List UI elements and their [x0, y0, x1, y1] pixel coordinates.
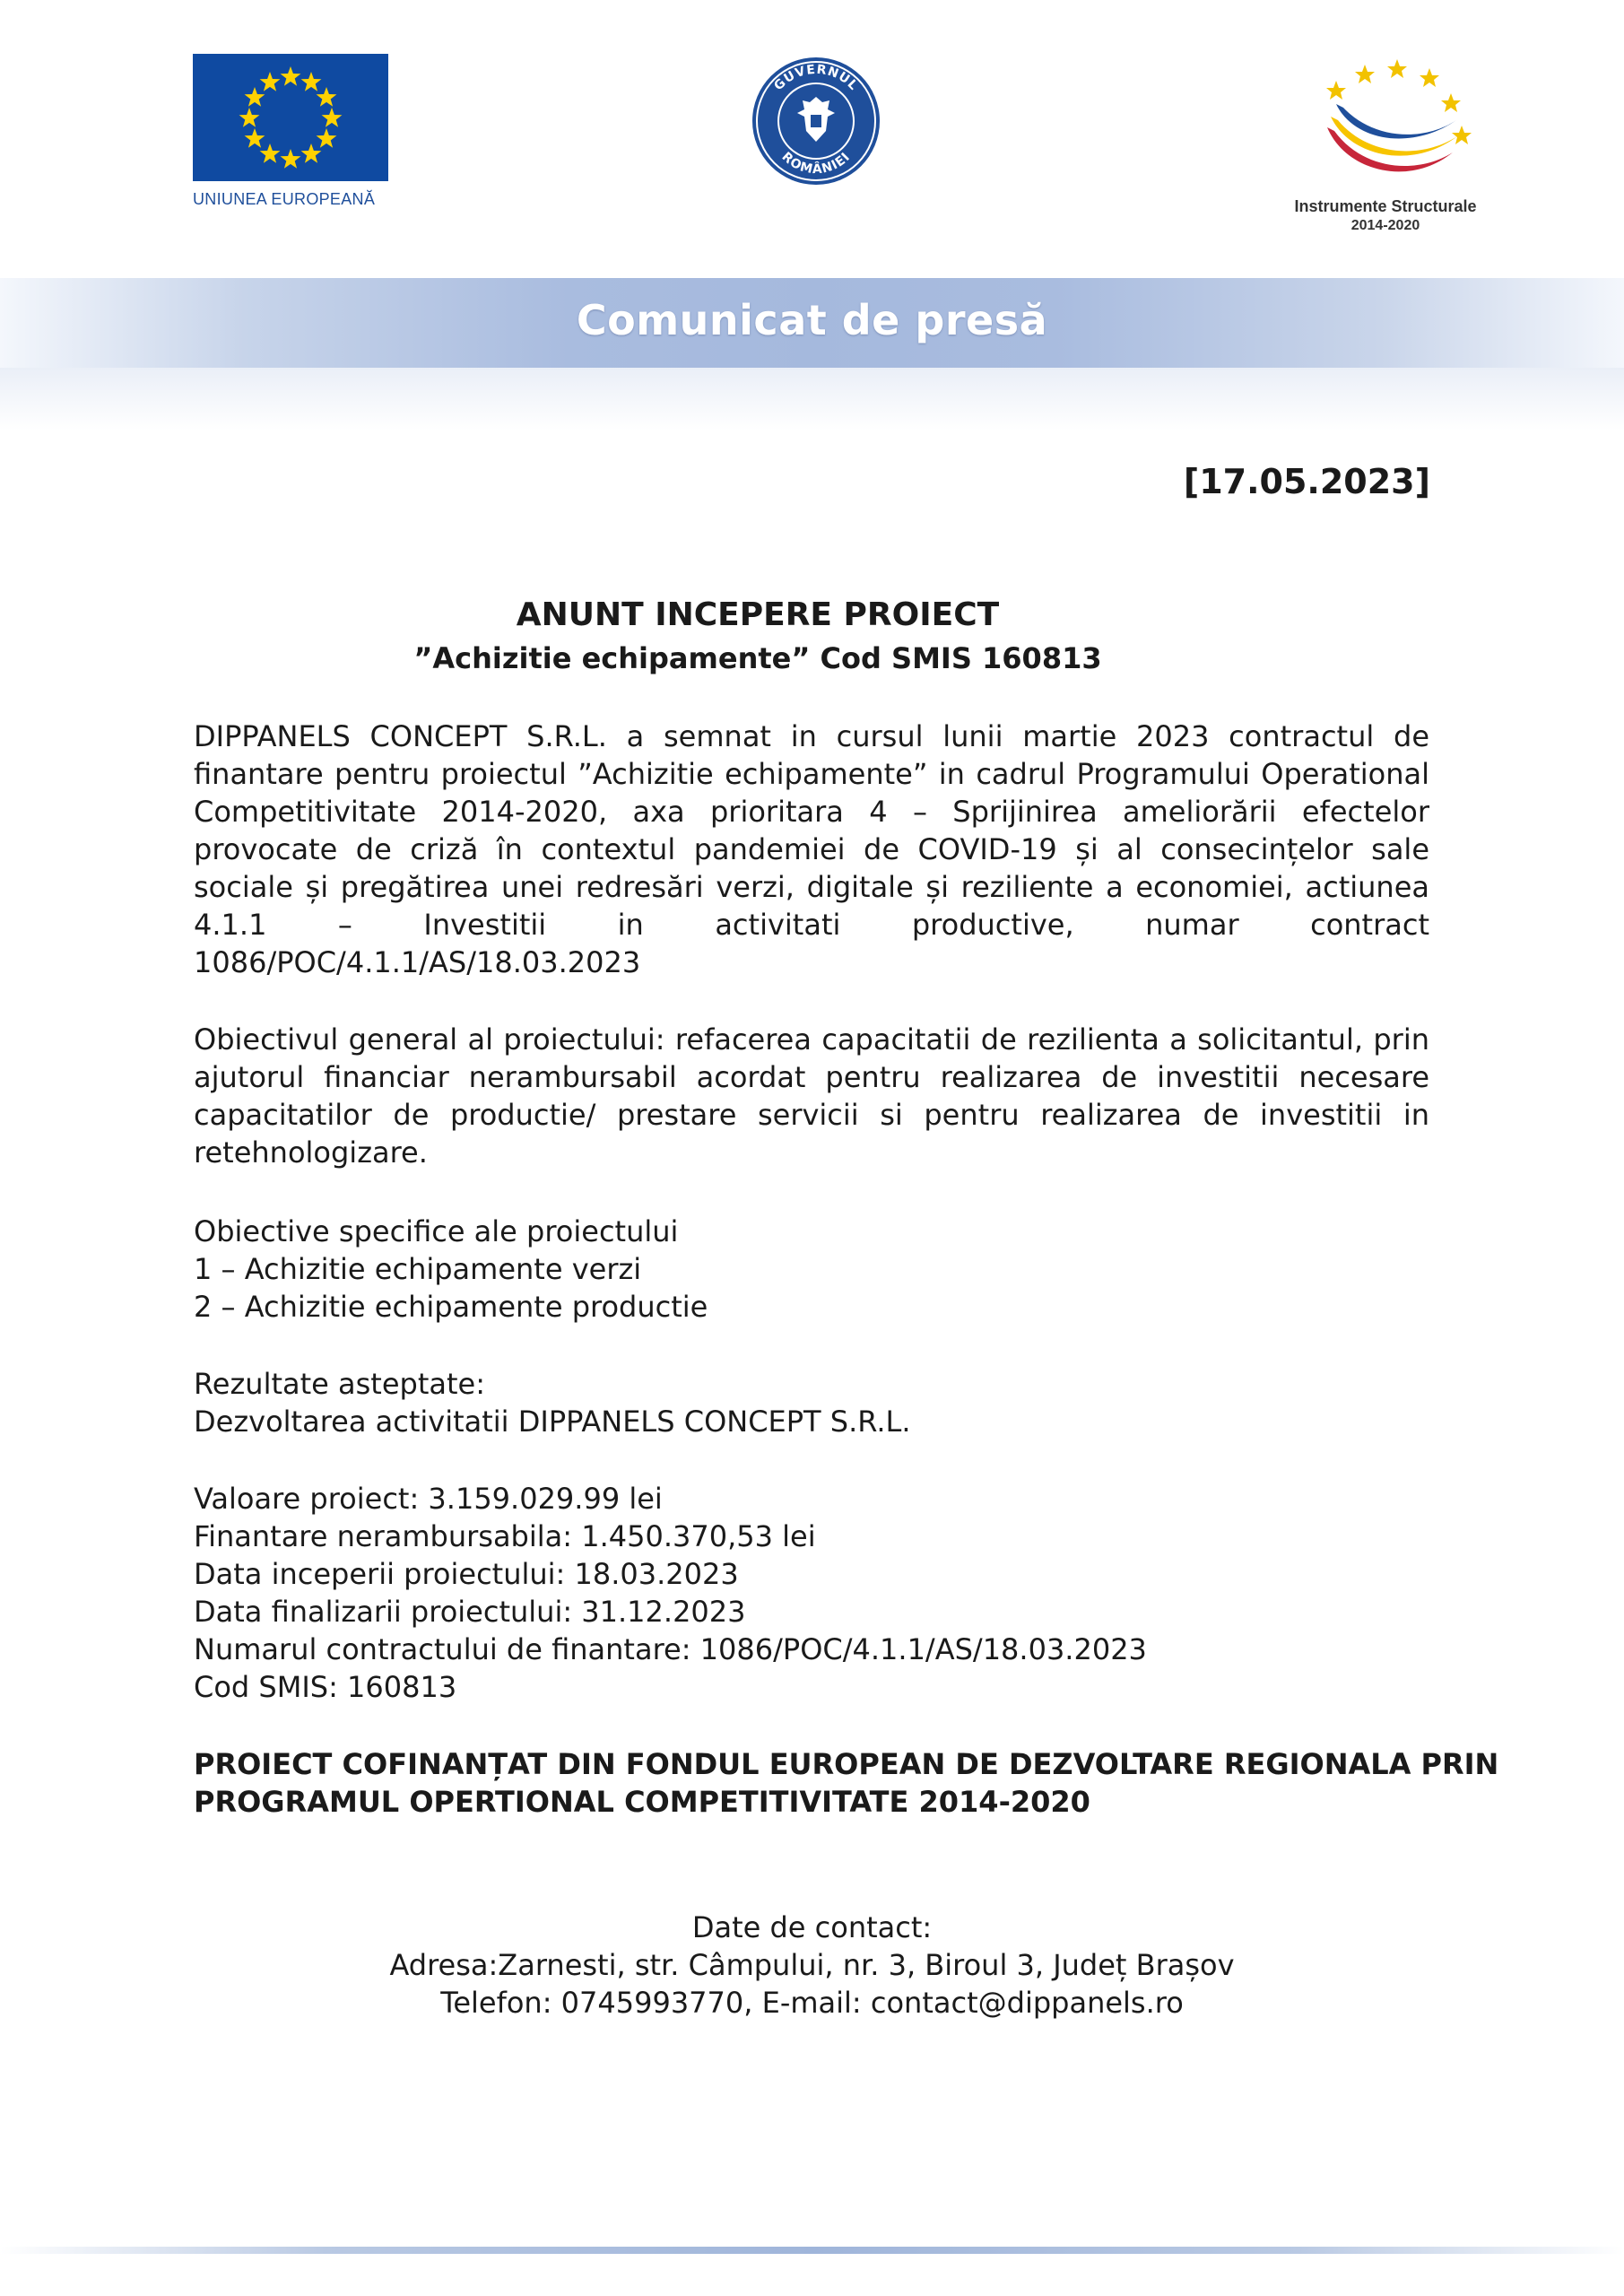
- instrumente-structurale-logo: [1264, 45, 1507, 242]
- eu-caption: UNIUNEA EUROPEANĂ: [193, 190, 376, 208]
- specific-objectives-heading: Obiective specifice ale proiectului: [194, 1214, 679, 1248]
- svg-text:GUVERNUL: GUVERNUL: [771, 62, 861, 94]
- smis-code: Cod SMIS: 160813: [194, 1670, 457, 1704]
- contact-phone-email: Telefon: 0745993770, E-mail: contact@dippanels.ro: [440, 1986, 1184, 2020]
- project-start-date: Data inceperii proiectului: 18.03.2023: [194, 1557, 739, 1591]
- romanian-government-logo: [751, 56, 881, 187]
- banner-title: Comunicat de presă: [576, 296, 1048, 344]
- eu-stars-icon: [193, 54, 388, 181]
- document-subtitle: ”Achizitie echipamente” Cod SMIS 160813: [413, 641, 1102, 675]
- banner-shadow: [0, 368, 1624, 430]
- intro-paragraph: DIPPANELS CONCEPT S.R.L. a semnat in cursul lunii martie 2023 contractul de finantare pentru proiectul ”Achizitie echipamente” in cadrul Programului Operational Competitivitate 2014-2020, axa prioritara 4 – Sprijinirea ameliorării efectelor provocate de criză în contextul pandemiei de COVID-19 și al consecințelor sale sociale și pregătirea unei redresări verzi, digitale și reziliente a economiei, actiunea 4.1.1 – Investitii in activitati productive, numar contract 1086/POC/4.1.1/AS/18.03.2023: [194, 719, 1429, 979]
- eu-flag: [193, 54, 388, 181]
- is-caption: Instrumente Structurale: [1294, 197, 1477, 215]
- results-text: Dezvoltarea activitatii DIPPANELS CONCEPT S.R.L.: [194, 1405, 911, 1439]
- footer-divider: [0, 2247, 1624, 2254]
- project-end-date: Data finalizarii proiectului: 31.12.2023: [194, 1595, 746, 1629]
- svg-text:ROMÂNIEI: ROMÂNIEI: [778, 149, 854, 178]
- contact-block: [0, 1909, 1624, 2022]
- contact-heading: Date de contact:: [691, 1910, 933, 1944]
- non-reimbursable-funding: Finantare nerambursabila: 1.450.370,53 lei: [194, 1519, 816, 1553]
- structural-instruments-emblem-icon: [1264, 45, 1507, 197]
- release-date: [17.05.2023]: [1183, 462, 1430, 501]
- results-heading: Rezultate asteptate:: [194, 1367, 486, 1401]
- document-title: ANUNT INCEPERE PROIECT: [516, 596, 1000, 633]
- specific-objective-item: 2 – Achizitie echipamente productie: [194, 1290, 708, 1324]
- contract-number: Numarul contractului de finantare: 1086/POC/4.1.1/AS/18.03.2023: [194, 1632, 1147, 1666]
- cofinance-statement-line1: PROIECT COFINANȚAT DIN FONDUL EUROPEAN DE DEZVOLTARE REGIONALA PRIN: [194, 1747, 1499, 1781]
- specific-objective-item: 1 – Achizitie echipamente verzi: [194, 1252, 642, 1286]
- government-seal-icon: [751, 56, 881, 187]
- objective-paragraph: Obiectivul general al proiectului: refacerea capacitatii de rezilienta a solicitantul, prin ajutorul financiar nerambursabil acordat pentru realizarea de investitii necesare capacitatilor de productie/ prestare servicii si pentru realizarea de investitii in retehnologizare.: [194, 1022, 1429, 1170]
- press-release-banner: [0, 278, 1624, 368]
- cofinance-statement-line2: PROGRAMUL OPERTIONAL COMPETITIVITATE 2014-2020: [194, 1785, 1090, 1819]
- project-value: Valoare proiect: 3.159.029.99 lei: [194, 1482, 663, 1516]
- is-caption-years: 2014-2020: [1350, 218, 1420, 233]
- eu-logo: [193, 54, 390, 215]
- contact-address: Adresa:Zarnesti, str. Câmpului, nr. 3, Biroul 3, Județ Brașov: [389, 1948, 1235, 1982]
